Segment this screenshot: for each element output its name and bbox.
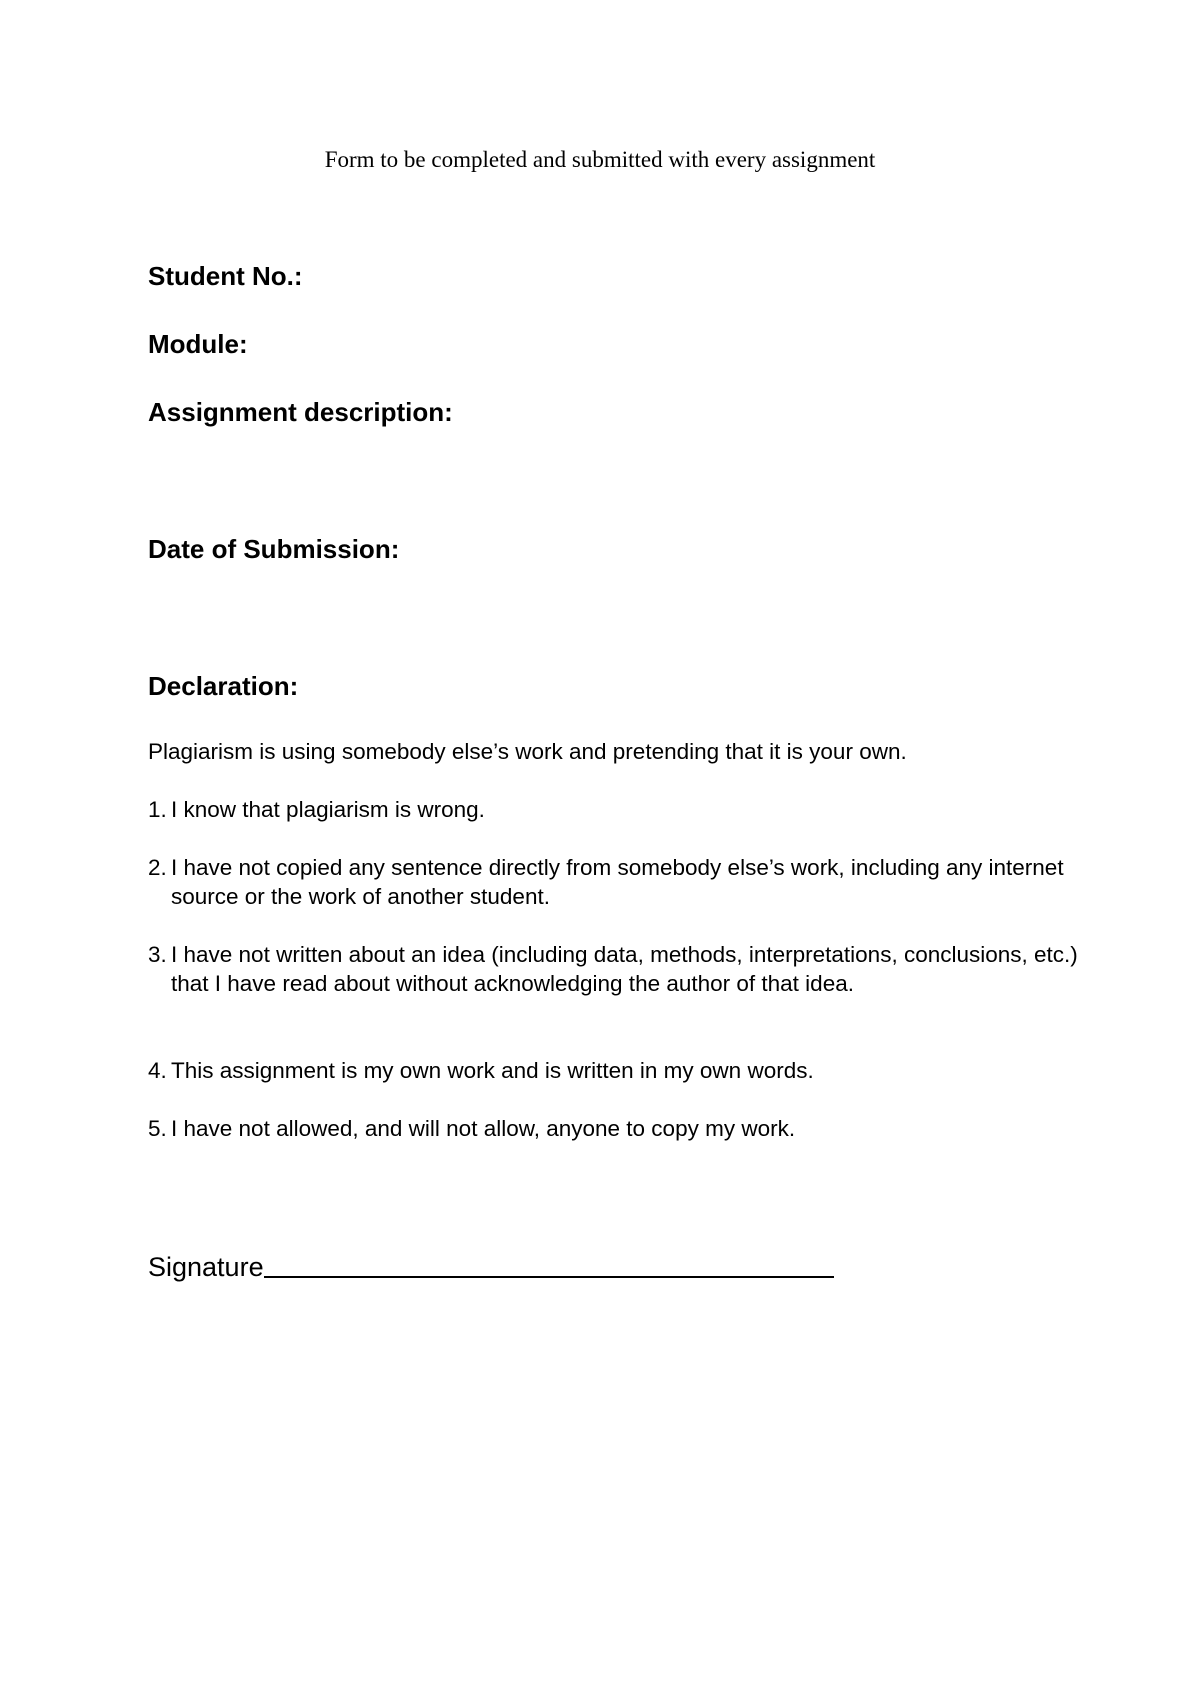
plagiarism-definition: Plagiarism is using somebody else’s work and pretending that it is your own. — [148, 739, 907, 764]
declaration-item — [148, 1114, 1078, 1143]
declaration-item-number: 4. — [148, 1058, 167, 1083]
module-label: Module: — [148, 329, 248, 359]
declaration-item — [148, 1056, 1078, 1085]
declaration-item — [148, 795, 1078, 824]
declaration-item-number: 5. — [148, 1116, 167, 1141]
declaration-item — [148, 853, 1078, 911]
date-of-submission-label: Date of Submission: — [148, 534, 400, 564]
assignment-description-label: Assignment description: — [148, 397, 453, 427]
form-header: Form to be completed and submitted with every assignment — [324, 147, 876, 172]
declaration-item-number: 1. — [148, 797, 167, 822]
signature-line — [264, 1276, 834, 1278]
signature-field — [148, 1250, 834, 1284]
declaration-item-number: 2. — [148, 855, 167, 880]
signature-label: Signature — [148, 1252, 264, 1282]
declaration-item — [148, 940, 1078, 998]
declaration-item-text: I have not written about an idea (including data, methods, interpretations, conclusions, etc.) that I have read about without acknowledging the author of that idea. — [171, 942, 1078, 996]
declaration-item-number: 3. — [148, 942, 167, 967]
student-no-label: Student No.: — [148, 261, 303, 291]
declaration-heading: Declaration: — [148, 671, 299, 701]
declaration-item-text: I know that plagiarism is wrong. — [171, 797, 485, 822]
declaration-item-text: This assignment is my own work and is written in my own words. — [171, 1058, 814, 1083]
declaration-item-text: I have not copied any sentence directly from somebody else’s work, including any internet source or the work of another student. — [171, 855, 1064, 909]
declaration-item-text: I have not allowed, and will not allow, anyone to copy my work. — [171, 1116, 796, 1141]
